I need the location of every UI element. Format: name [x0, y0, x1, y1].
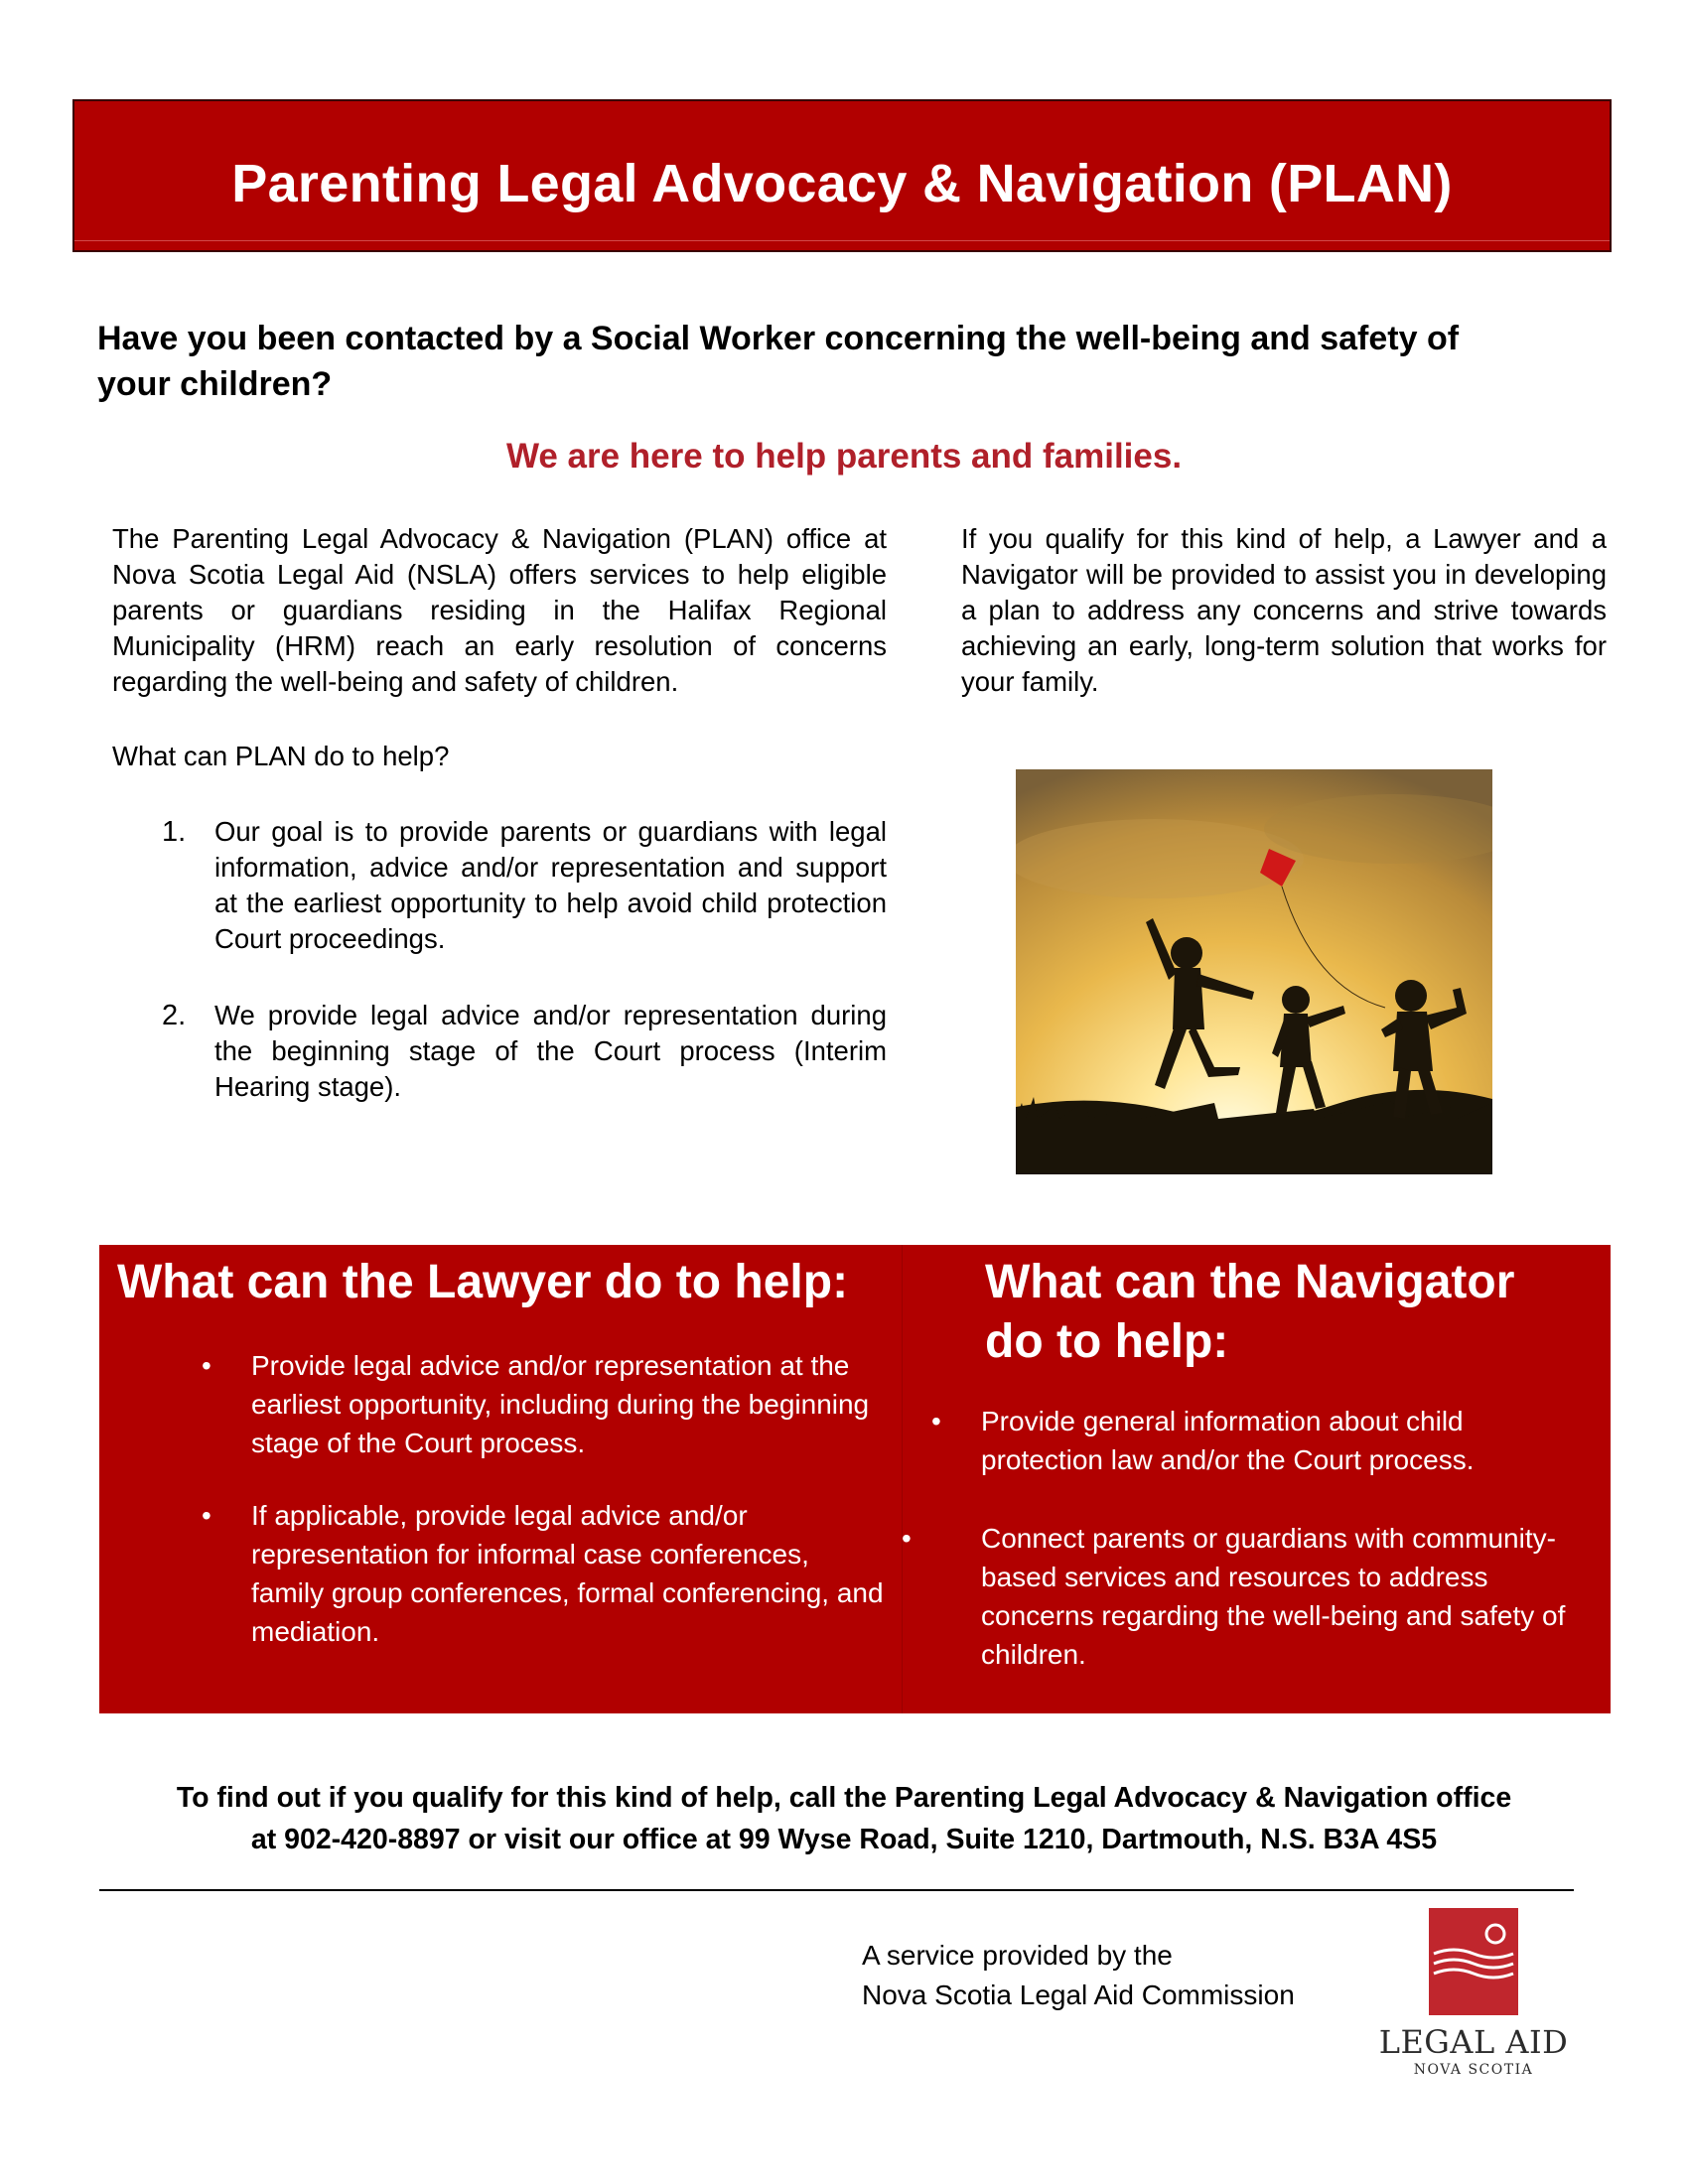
footer-rule — [99, 1889, 1574, 1891]
header-banner — [72, 99, 1612, 252]
list-item — [112, 814, 887, 957]
bullet-icon: • — [931, 1406, 941, 1436]
help-panel — [99, 1245, 1611, 1713]
lawyer-bullet-1 — [202, 1346, 887, 1462]
list-item-text: We provide legal advice and/or representation during the beginning stage of the Court process (Interim Hearing stage). — [214, 1000, 887, 1102]
logo-subtitle: NOVA SCOTIA — [1413, 2062, 1534, 2078]
contact-line-2: at 902-420-8897 or visit our office at 99 Wyse Road, Suite 1210, Dartmouth, N.S. B3A 4S5 — [250, 1824, 1438, 1855]
navigator-bullet-text: Provide general information about child protection law and/or the Court process. — [981, 1406, 1475, 1475]
lawyer-bullet-2 — [202, 1496, 887, 1651]
service-line-2: Nova Scotia Legal Aid Commission — [862, 1979, 1295, 2010]
list-item-text: Our goal is to provide parents or guardians with legal information, advice and/or representation and support at the earliest opportunity to help avoid child protection Court proceedings. — [214, 816, 887, 954]
navigator-bullet-text: Connect parents or guardians with community-based services and resources to address concerns regarding the well-being and safety of children. — [981, 1523, 1566, 1670]
navigator-heading: What can the Navigator do to help: — [985, 1256, 1515, 1368]
intro-paragraph: The Parenting Legal Advocacy & Navigation (PLAN) office at Nova Scotia Legal Aid (NSLA) offers services to help eligible parents or guardians residing in the Halifax Regional Municipality (HRM) reach an early resolution of concerns regarding the well-being and safety of children. — [112, 523, 887, 697]
page-title: Parenting Legal Advocacy & Navigation (PLAN) — [231, 154, 1453, 213]
bullet-icon: • — [902, 1523, 912, 1554]
service-line-1: A service provided by the — [862, 1940, 1173, 1971]
contact-info — [0, 1777, 1688, 1860]
contact-line-1: To find out if you qualify for this kind of help, call the Parenting Legal Advocacy & Navigation office — [176, 1782, 1512, 1814]
bullet-icon: • — [202, 1500, 211, 1531]
banner-divider — [74, 240, 1610, 241]
qualify-paragraph: If you qualify for this kind of help, a Lawyer and a Navigator will be provided to assist you in developing a plan to address any concerns and strive towards achieving an early, long-term solution that works for your family. — [961, 523, 1607, 697]
legal-aid-logo-icon — [1374, 1906, 1573, 2020]
list-number: 2. — [162, 1000, 187, 1031]
list-number: 1. — [162, 816, 187, 848]
intro-question: Have you been contacted by a Social Worker concerning the well-being and safety of your children? — [97, 320, 1460, 403]
legal-aid-logo — [1374, 1906, 1573, 2078]
service-credit — [862, 1936, 1295, 2015]
navigator-bullet-1 — [931, 1402, 1587, 1479]
bullet-icon: • — [202, 1350, 211, 1381]
lawyer-heading: What can the Lawyer do to help: — [117, 1256, 849, 1308]
plan-help-heading: What can PLAN do to help? — [112, 741, 450, 771]
lawyer-bullet-text: If applicable, provide legal advice and/or representation for informal case conferences, family group conferences, formal conferencing, and mediation. — [251, 1500, 884, 1647]
children-with-kite-photo — [1016, 769, 1492, 1174]
lawyer-bullet-text: Provide legal advice and/or representation at the earliest opportunity, including during the beginning stage of the Court process. — [251, 1350, 870, 1458]
navigator-bullet-2 — [902, 1519, 1587, 1674]
logo-wordmark: LEGAL AID — [1378, 2023, 1569, 2061]
list-item — [112, 998, 887, 1105]
tagline: We are here to help parents and families. — [505, 437, 1183, 476]
panel-divider — [902, 1245, 903, 1713]
